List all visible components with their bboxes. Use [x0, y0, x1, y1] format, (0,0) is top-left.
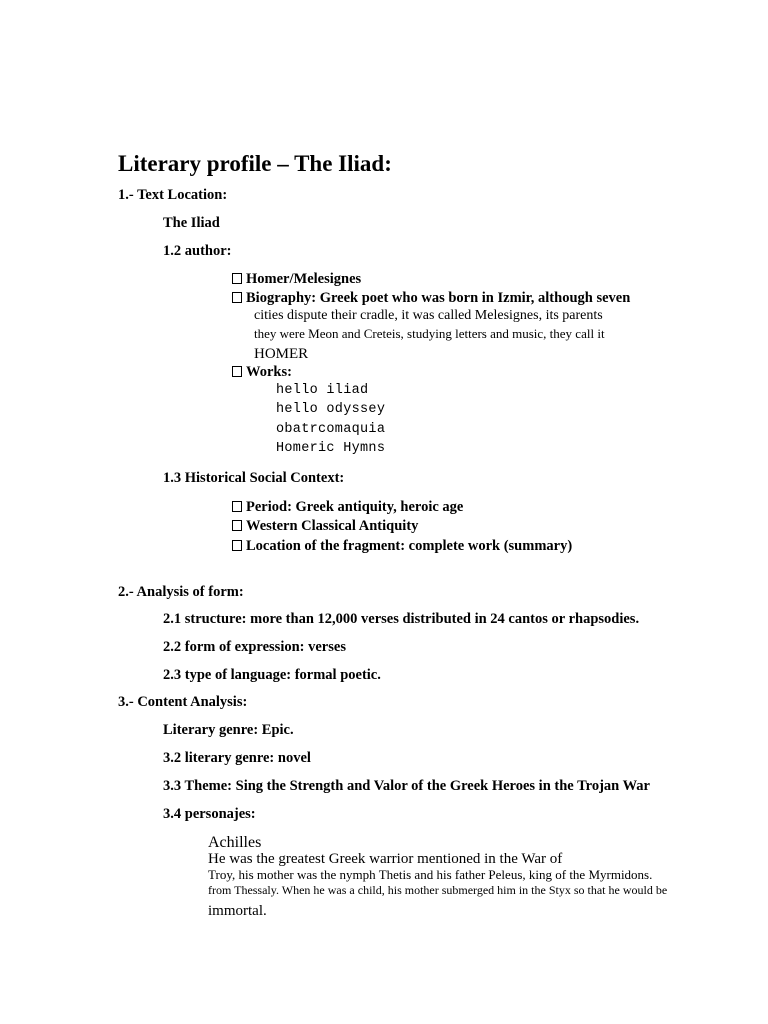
- author-item: Homer/Melesignes: [232, 270, 361, 288]
- works-label: Works:: [232, 363, 292, 381]
- form-item: 2.3 type of language: formal poetic.: [163, 667, 381, 683]
- context-heading: 1.3 Historical Social Context:: [163, 470, 345, 486]
- form-item: 2.1 structure: more than 12,000 verses distributed in 24 cantos or rhapsodies.: [163, 611, 640, 627]
- biography-line: HOMER: [254, 346, 309, 362]
- author-item: Biography: Greek poet who was born in Izmir, although seven: [232, 289, 630, 307]
- bullet-icon: [232, 273, 242, 284]
- content-item: 3.2 literary genre: novel: [163, 750, 311, 766]
- character-description: immortal.: [208, 903, 267, 919]
- form-item: 2.2 form of expression: verses: [163, 639, 346, 655]
- character-description: from Thessaly. When he was a child, his mother submerged him in the Styx so that he would be: [208, 883, 668, 897]
- section-2-heading: 2.- Analysis of form:: [118, 584, 244, 600]
- content-item: 3.4 personajes:: [163, 806, 256, 822]
- bullet-icon: [232, 501, 242, 512]
- page-title: Literary profile – The Iliad:: [118, 151, 392, 176]
- content-item: Literary genre: Epic.: [163, 722, 294, 738]
- works-item: obatrcomaquia: [276, 422, 386, 437]
- work-title: The Iliad: [163, 215, 220, 231]
- works-item: Homeric Hymns: [276, 441, 386, 456]
- biography-line: cities dispute their cradle, it was called Melesignes, its parents: [254, 308, 603, 323]
- character-description: He was the greatest Greek warrior mentioned in the War of: [208, 851, 563, 867]
- bullet-icon: [232, 540, 242, 551]
- works-item: hello iliad: [276, 383, 369, 398]
- context-item: Location of the fragment: complete work (summary): [232, 537, 572, 555]
- biography-line: they were Meon and Creteis, studying letters and music, they call it: [254, 326, 605, 341]
- context-item: Western Classical Antiquity: [232, 517, 418, 535]
- character-name: Achilles: [208, 834, 262, 851]
- works-item: hello odyssey: [276, 402, 386, 417]
- character-description: Troy, his mother was the nymph Thetis and his father Peleus, king of the Myrmidons.: [208, 867, 653, 882]
- content-item: 3.3 Theme: Sing the Strength and Valor of the Greek Heroes in the Trojan War: [163, 778, 650, 794]
- bullet-icon: [232, 366, 242, 377]
- bullet-icon: [232, 292, 242, 303]
- context-item: Period: Greek antiquity, heroic age: [232, 498, 463, 516]
- section-1-heading: 1.- Text Location:: [118, 187, 228, 203]
- section-3-heading: 3.- Content Analysis:: [118, 694, 248, 710]
- author-heading: 1.2 author:: [163, 243, 232, 259]
- bullet-icon: [232, 520, 242, 531]
